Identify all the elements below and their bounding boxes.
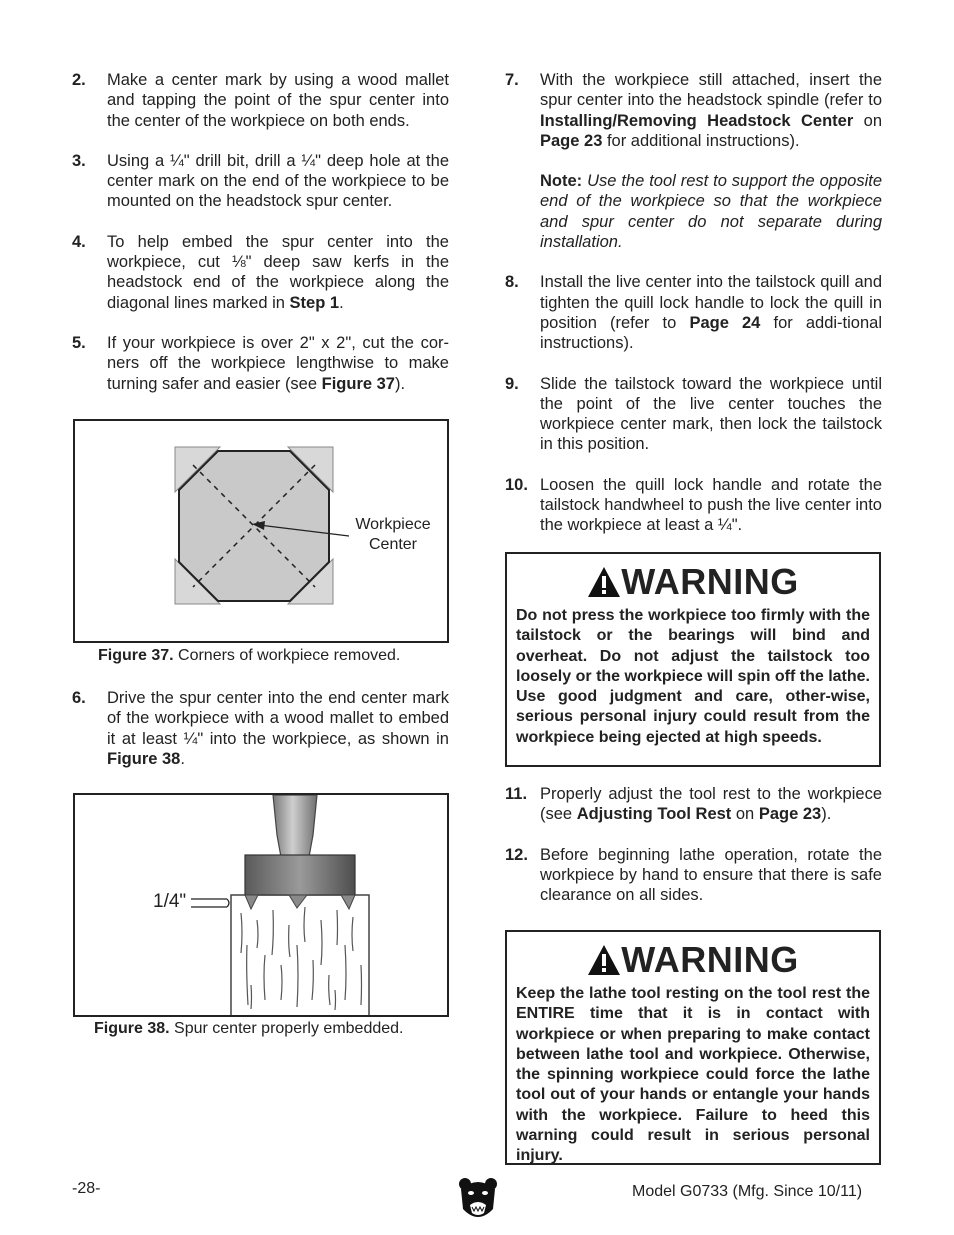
step-bold-ref: Installing/Removing Headstock Center (540, 111, 854, 130)
step-text: on (853, 111, 883, 130)
step-number: 10. (505, 475, 528, 494)
step-text: To help embed the spur center into the workpiece, cut ⅛" deep saw kerfs in the headstock end of the workpiece along the diagonal lines marked in (107, 232, 449, 312)
step-text: If your workpiece is over 2" x 2", cut the cor-ners off the workpiece lengthwise to make turning safer and easier (see (107, 333, 449, 393)
warning-triangle-icon (587, 944, 621, 976)
step-number: 6. (72, 689, 86, 707)
step-item (505, 784, 882, 825)
note-text: Use the tool rest to support the opposite end of the workpiece so that the workpiece and spur center do not separate during installation. (540, 172, 882, 252)
step-item (505, 272, 882, 353)
step-text: . (180, 749, 185, 768)
depth-label: 1/4" (153, 891, 187, 912)
warning-1-body: Do not press the workpiece too firmly with the tailstock or the bearings will bind and overheat. Do not adjust the tailstock too loosely or the workpiece will spin off the lathe. Use good judgment and care, other-wise, serious personal injury could result from the workpiece being ejected at high speeds. (516, 607, 870, 746)
step-text: Properly adjust the tool rest to the workpiece (see (540, 785, 882, 824)
step-number: 7. (505, 71, 519, 89)
step-text: Before beginning lathe operation, rotate the workpiece by hand to ensure that there is safe clearance on all sides. (540, 845, 882, 905)
figure-38-caption (94, 1020, 404, 1038)
step-number: 2. (72, 71, 86, 89)
step-text: Make a center mark by using a wood mallet and tapping the point of the spur center into the center of the workpiece on both ends. (107, 71, 449, 130)
figure-37 (73, 419, 449, 643)
right-steps-c-container (505, 784, 882, 925)
step-text: for addi-tional instructions). (540, 313, 883, 353)
callout-line-2: Center (368, 536, 418, 553)
right-steps-a (505, 70, 882, 151)
note-label: Note: (540, 172, 583, 191)
step-bold-ref: Page 23 (758, 805, 822, 824)
workpiece-center-callout (343, 515, 443, 555)
page-number: -28- (72, 1180, 101, 1197)
warning-2-title (516, 940, 870, 980)
step-bold-ref: Figure 38 (107, 749, 181, 768)
step-text: Using a ¼" drill bit, drill a ¼" deep hole at the center mark on the end of the workpiece to be mounted on the headstock spur center. (107, 151, 449, 211)
step-number: 5. (72, 333, 86, 352)
step-bold-ref: Adjusting Tool Rest (576, 805, 732, 824)
step-6 (72, 688, 449, 769)
callout-line-1: Workpiece (355, 516, 431, 533)
step-6-container (72, 688, 449, 789)
step-item (505, 475, 882, 536)
figure-37-caption (98, 647, 400, 665)
warning-2-title-text: WARNING (621, 939, 799, 980)
right-column (505, 70, 882, 556)
step-bold-ref: Figure 37 (321, 374, 395, 393)
step-item (72, 151, 449, 212)
step-item (72, 232, 449, 313)
spur-center-collar (245, 855, 355, 895)
step-text: ). (394, 374, 406, 393)
figure-38-caption-text: Spur center properly embedded. (169, 1020, 404, 1037)
right-steps-b (505, 272, 882, 535)
step-number: 3. (72, 151, 86, 170)
warning-1-title-text: WARNING (621, 561, 799, 602)
step-bold-ref: Page 24 (689, 313, 761, 332)
depth-bracket (191, 899, 227, 907)
step-item (505, 845, 882, 906)
step-item (505, 374, 882, 455)
step-text: for additional instructions). (602, 131, 800, 150)
step-text: on (731, 805, 759, 824)
warning-box-2 (505, 930, 881, 1165)
figure-38 (73, 793, 449, 1017)
step-item (72, 688, 449, 769)
step-text: . (339, 293, 344, 312)
step-text: Loosen the quill lock handle and rotate the tailstock handwheel to push the live center into the workpiece at least a ¼". (540, 475, 882, 535)
spur-center-shaft (273, 795, 317, 857)
step-text: With the workpiece still attached, insert the spur center into the headstock spindle (refer to (540, 71, 882, 110)
step-number: 11. (505, 785, 528, 803)
figure-37-label: Figure 37. (98, 647, 174, 664)
warning-triangle-icon (587, 566, 621, 598)
step-item (72, 333, 449, 394)
model-info: Model G0733 (Mfg. Since 10/11) (632, 1183, 863, 1200)
warning-1-title (516, 562, 870, 602)
spur-center-diagram (75, 795, 447, 1015)
figure-38-label: Figure 38. (94, 1020, 170, 1037)
right-steps-c (505, 784, 882, 905)
step-item (505, 70, 882, 151)
step-item (72, 70, 449, 131)
left-steps-list (72, 70, 449, 394)
step-number: 9. (505, 374, 519, 393)
step-text: Install the live center into the tailstock quill and tighten the quill lock handle to lock the quill in position (refer to (540, 273, 882, 332)
bear-head-icon (457, 1175, 499, 1223)
left-column (72, 70, 449, 414)
warning-2-body: Keep the lathe tool resting on the tool rest the ENTIRE time that it is in contact with workpiece or when preparing to make contact between lathe tool and workpiece. Otherwise, the spinning workpiece could force the lathe tool out of your hands or entangle your hands with the workpiece. Failure to heed this warning could result in serious personal injury. (516, 985, 870, 1165)
step-text: Drive the spur center into the end center mark of the workpiece with a wood mallet to embed it at least ¼" into the workpiece, as shown in (107, 689, 449, 748)
step-text: Slide the tailstock toward the workpiece until the point of the live center touches the workpiece center mark, then lock the tailstock in this position. (540, 374, 882, 454)
step-bold-ref: Page 23 (540, 131, 603, 150)
step-bold-ref: Step 1 (289, 293, 340, 312)
note-paragraph (505, 171, 882, 252)
step-number: 8. (505, 273, 519, 292)
warning-box-1 (505, 552, 881, 767)
step-number: 4. (72, 232, 86, 251)
step-text: ). (821, 805, 832, 824)
step-number: 12. (505, 845, 528, 864)
figure-37-caption-text: Corners of workpiece removed. (173, 647, 401, 664)
